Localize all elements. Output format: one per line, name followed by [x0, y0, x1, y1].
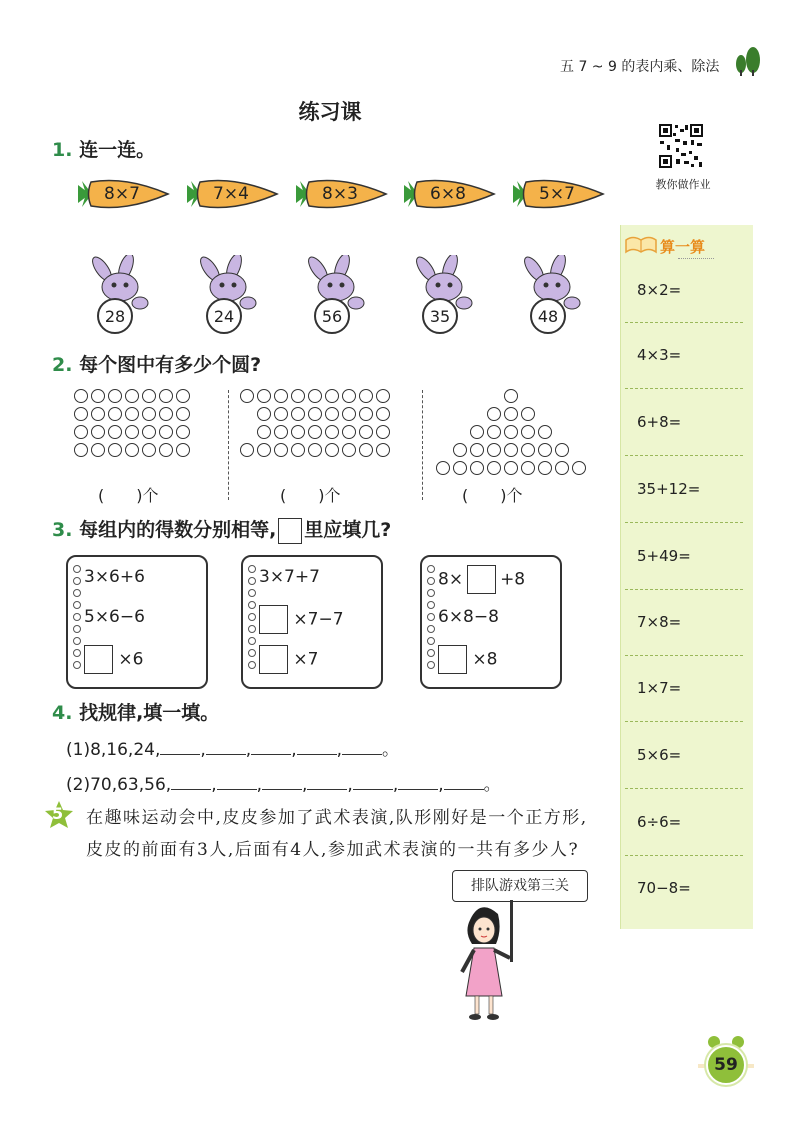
calc-divider	[625, 388, 743, 389]
calc-item: 6+8=	[637, 413, 682, 431]
rabbit-number: 24	[206, 298, 242, 334]
answer-box[interactable]	[84, 645, 113, 674]
blank-box-icon	[278, 518, 302, 544]
calc-divider	[625, 855, 743, 856]
fill-blank[interactable]	[262, 775, 302, 790]
expression: ×8	[472, 649, 498, 670]
sequence-1: (1)8,16,24, , , , , 。	[66, 740, 399, 760]
notebook-group-2	[241, 555, 383, 689]
answer-box[interactable]	[438, 645, 467, 674]
calc-item: 35+12=	[637, 480, 701, 498]
calc-divider	[625, 788, 743, 789]
calc-divider	[625, 655, 743, 656]
qr-code-icon[interactable]	[658, 123, 704, 169]
q5-text: 在趣味运动会中,皮皮参加了武术表演,队形刚好是一个正方形,皮皮的前面有3人,后面有4人,参加武术表演的一共有多少人?	[86, 808, 588, 860]
fill-blank[interactable]	[307, 775, 347, 790]
book-icon	[624, 232, 658, 254]
answer-blank[interactable]: ( )个	[98, 486, 159, 505]
sequence-2-terms: (2)70,63,56,	[66, 775, 172, 795]
q1-heading	[52, 135, 155, 162]
q3-number: 3.	[52, 519, 73, 541]
calc-divider	[625, 455, 743, 456]
girl-icon	[450, 900, 530, 1024]
fill-blank[interactable]	[171, 775, 211, 790]
expression: +8	[500, 569, 526, 590]
fill-blank[interactable]	[160, 740, 200, 755]
expression: 5×6−6	[84, 607, 145, 627]
carrot-expression: 7×4	[213, 184, 249, 204]
calc-divider	[625, 522, 743, 523]
q4-heading	[52, 698, 219, 725]
fill-blank[interactable]	[398, 775, 438, 790]
carrot-expression: 8×7	[104, 184, 140, 204]
calc-item: 1×7=	[637, 679, 682, 697]
expression: 3×6+6	[84, 567, 145, 587]
calc-item: 4×3=	[637, 346, 682, 364]
calc-item: 5×6=	[637, 746, 682, 764]
circle-figure-2	[240, 388, 393, 460]
q3-prompt-before: 每组内的得数分别相等,	[79, 519, 277, 541]
circle-figure-3	[432, 388, 592, 478]
q4-prompt: 找规律,填一填。	[79, 702, 220, 724]
carrot-expression: 6×8	[430, 184, 466, 204]
q2-heading	[52, 350, 261, 377]
expression: ×7−7	[293, 609, 344, 630]
q5-number: 5	[52, 804, 64, 823]
calc-item: 8×2=	[637, 281, 682, 299]
expression: ×7	[293, 649, 319, 670]
calc-divider	[625, 721, 743, 722]
expression: 3×7+7	[259, 567, 320, 587]
fill-blank[interactable]	[342, 740, 382, 755]
rabbit-number: 35	[422, 298, 458, 334]
notebook-group-1	[66, 555, 208, 689]
answer-box[interactable]	[467, 565, 496, 594]
q4-number: 4.	[52, 702, 73, 724]
answer-blank[interactable]: ( )个	[462, 486, 523, 505]
q3-prompt-after: 里应填几?	[304, 519, 392, 541]
chapter-header: 五 7 ~ 9 的表内乘、除法	[560, 59, 720, 75]
q1-number: 1.	[52, 139, 73, 161]
q2-number: 2.	[52, 354, 73, 376]
page-title: 练习课	[298, 100, 362, 124]
level-sign: 排队游戏第三关	[452, 870, 588, 902]
calc-divider	[625, 322, 743, 323]
rabbit-number: 28	[97, 298, 133, 334]
carrot-expression: 8×3	[322, 184, 358, 204]
q2-prompt: 每个图中有多少个圆?	[79, 354, 262, 376]
q1-prompt: 连一连。	[79, 139, 156, 161]
fill-blank[interactable]	[353, 775, 393, 790]
fill-blank[interactable]	[217, 775, 257, 790]
rabbit-number: 56	[314, 298, 350, 334]
fill-blank[interactable]	[251, 740, 291, 755]
circle-figure-1	[74, 388, 193, 460]
sequence-2: (2)70,63,56, , , , , , , 。	[66, 775, 501, 795]
qr-caption: 教你做作业	[655, 178, 711, 191]
fill-blank[interactable]	[444, 775, 484, 790]
fill-blank[interactable]	[206, 740, 246, 755]
sequence-1-terms: (1)8,16,24,	[66, 740, 161, 760]
q3-heading	[52, 515, 391, 544]
expression: 6×8−8	[438, 607, 499, 627]
period: 。	[483, 775, 501, 795]
calc-item: 6÷6=	[637, 813, 682, 831]
rabbit-number: 48	[530, 298, 566, 334]
calc-divider	[625, 589, 743, 590]
answer-box[interactable]	[259, 605, 288, 634]
period: 。	[382, 740, 399, 760]
fill-blank[interactable]	[297, 740, 337, 755]
answer-box[interactable]	[259, 645, 288, 674]
page-number: 59	[706, 1045, 746, 1085]
tree-icon	[732, 46, 762, 76]
expression: 8×	[438, 569, 464, 590]
divider	[422, 390, 423, 500]
notebook-group-3	[420, 555, 562, 689]
sidebar-title: 算一算	[660, 238, 706, 256]
carrot-expression: 5×7	[539, 184, 575, 204]
calc-item: 7×8=	[637, 613, 682, 631]
expression: ×6	[118, 649, 144, 670]
calc-item: 70−8=	[637, 879, 691, 897]
divider	[228, 390, 229, 500]
answer-blank[interactable]: ( )个	[280, 486, 341, 505]
calc-item: 5+49=	[637, 547, 691, 565]
sidebar-title-underline	[678, 258, 714, 259]
